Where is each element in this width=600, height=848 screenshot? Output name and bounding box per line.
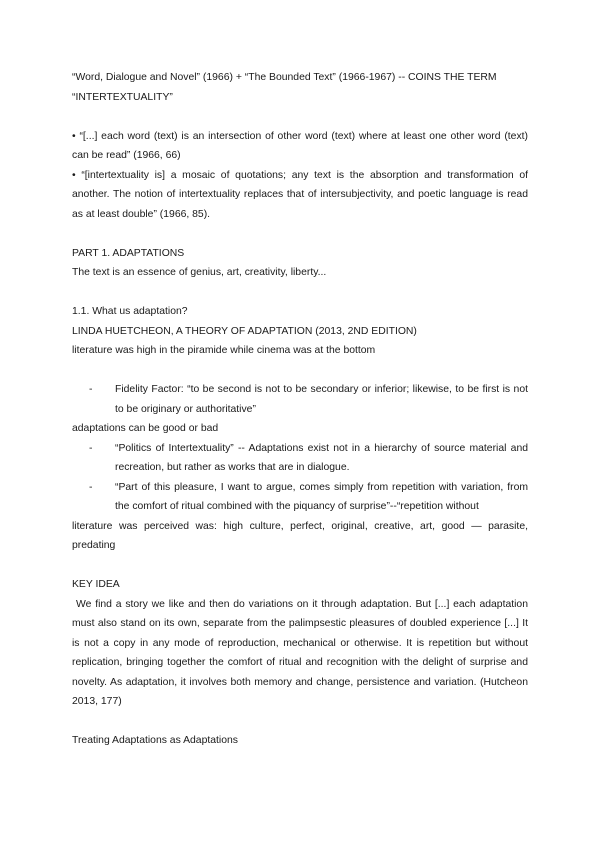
section-1-1-source: LINDA HUETCHEON, A THEORY OF ADAPTATION (2013, 2ND EDITION) bbox=[72, 325, 417, 337]
intro-heading: “Word, Dialogue and Novel” (1966) + “The Bounded Text” (1966-1967) -- COINS THE TERM “INTERTEXTUALITY” bbox=[72, 72, 497, 103]
key-idea-text: We find a story we like and then do variations on it through adaptation. But [...] each adaptation must also stand on its own, separate from the palimpsestic pleasures of doubled experience [...] It is not a copy in any mode of reproduction, mechanical or otherwise. It is repetition but without replication, bringing together the comfort of ritual and recognition with the delight of surprise and novelty. As adaptation, it involves both memory and change, persistence and variation. (Hutcheon 2013, 177) bbox=[72, 598, 528, 707]
list-dash: - bbox=[89, 384, 93, 395]
list-item-pleasure bbox=[72, 478, 528, 517]
perception-line: literature was perceived was: high culture, perfect, original, creative, art, good — parasite, predating bbox=[72, 520, 528, 551]
list-item-politics bbox=[72, 439, 528, 478]
part1-title: PART 1. ADAPTATIONS bbox=[72, 247, 185, 259]
list-item-text: Fidelity Factor: “to be second is not to be secondary or inferior; likewise, to be first is not to be originary or authoritative” bbox=[115, 384, 528, 415]
list-item-fidelity bbox=[72, 380, 528, 419]
list-dash: - bbox=[89, 442, 93, 454]
list-dash: - bbox=[89, 481, 93, 493]
key-idea-title: KEY IDEA bbox=[72, 579, 120, 590]
quote-bullet-1: • “[...] each word (text) is an intersection of other word (text) where at least one other word (text) can be read” (1966, 66) bbox=[72, 130, 528, 161]
section-1-1-line: literature was high in the piramide while cinema was at the bottom bbox=[72, 345, 376, 356]
document-page bbox=[72, 68, 528, 751]
list-item-text: “Politics of Intertextuality” -- Adaptations exist not in a hierarchy of source material and recreation, but rather as works that are in dialogue. bbox=[115, 442, 528, 473]
adaptations-line: adaptations can be good or bad bbox=[72, 423, 219, 434]
closing-title: Treating Adaptations as Adaptations bbox=[72, 735, 238, 746]
section-1-1-title: 1.1. What us adaptation? bbox=[72, 306, 188, 317]
quote-bullet-2: • “[intertextuality is] a mosaic of quotations; any text is the absorption and transformation of another. The notion of intertextuality replaces that of intersubjectivity, and poetic language is read as at least double” (1966, 85). bbox=[72, 169, 528, 220]
list-item-text: “Part of this pleasure, I want to argue, comes simply from repetition with variation, from the comfort of ritual combined with the piquancy of surprise”--“repetition without bbox=[115, 481, 528, 512]
part1-line: The text is an essence of genius, art, creativity, liberty... bbox=[72, 267, 327, 278]
